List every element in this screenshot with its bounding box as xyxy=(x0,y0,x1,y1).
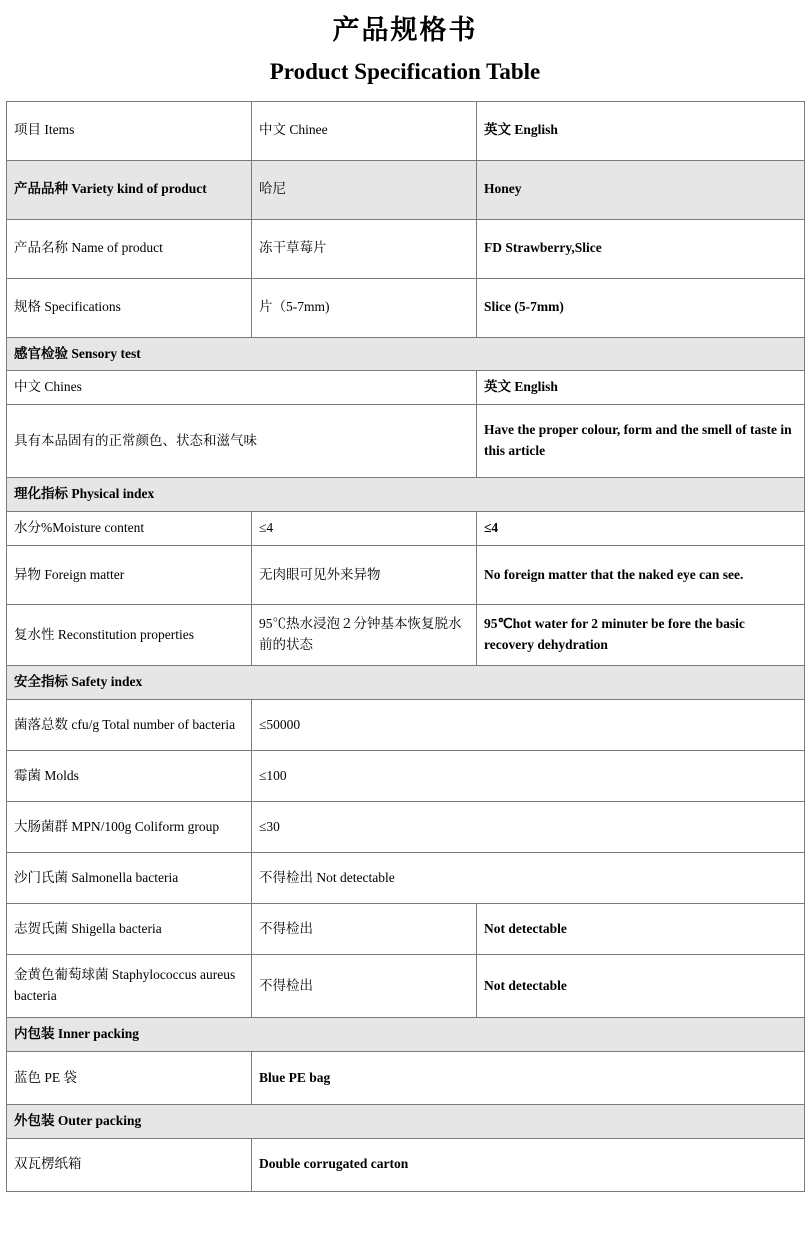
row-cn-specifications: 片（5-7mm) xyxy=(252,278,477,337)
table-section-inner-packing xyxy=(7,1018,805,1052)
section-title-sensory: 感官检验 Sensory test xyxy=(7,337,805,371)
safety-en-staphylococcus: Not detectable xyxy=(477,955,805,1018)
sensory-col-en: 英文 English xyxy=(477,371,805,405)
table-row xyxy=(7,160,805,219)
safety-cn-shigella: 不得检出 xyxy=(252,904,477,955)
table-section-outer-packing xyxy=(7,1105,805,1139)
row-cn-name: 冻干草莓片 xyxy=(252,219,477,278)
table-row xyxy=(7,853,805,904)
row-label-specifications: 规格 Specifications xyxy=(7,278,252,337)
physical-label-foreign: 异物 Foreign matter xyxy=(7,546,252,605)
document-page xyxy=(0,14,810,1234)
section-title-safety: 安全指标 Safety index xyxy=(7,666,805,700)
safety-label-salmonella: 沙门氏菌 Salmonella bacteria xyxy=(7,853,252,904)
table-row xyxy=(7,1138,805,1191)
safety-value-total-bacteria: ≤50000 xyxy=(252,700,805,751)
safety-value-coliform: ≤30 xyxy=(252,802,805,853)
header-cell-chinese: 中文 Chinee xyxy=(252,101,477,160)
safety-label-staphylococcus: 金黄色葡萄球菌 Staphylococcus aureus bacteria xyxy=(7,955,252,1018)
table-row xyxy=(7,405,805,478)
inner-packing-label: 蓝色 PE 袋 xyxy=(7,1052,252,1105)
physical-label-reconstitution: 复水性 Reconstitution properties xyxy=(7,605,252,666)
table-row xyxy=(7,955,805,1018)
outer-packing-label: 双瓦楞纸箱 xyxy=(7,1138,252,1191)
table-row xyxy=(7,605,805,666)
physical-en-moisture: ≤4 xyxy=(477,512,805,546)
sensory-value-cn: 具有本品固有的正常颜色、状态和滋气味 xyxy=(7,405,477,478)
table-row xyxy=(7,802,805,853)
section-title-physical: 理化指标 Physical index xyxy=(7,478,805,512)
row-en-specifications: Slice (5-7mm) xyxy=(477,278,805,337)
safety-label-coliform: 大肠菌群 MPN/100g Coliform group xyxy=(7,802,252,853)
table-row xyxy=(7,700,805,751)
safety-value-salmonella: 不得检出 Not detectable xyxy=(252,853,805,904)
physical-en-foreign: No foreign matter that the naked eye can see. xyxy=(477,546,805,605)
table-row xyxy=(7,219,805,278)
physical-en-reconstitution: 95℃hot water for 2 minuter be fore the basic recovery dehydration xyxy=(477,605,805,666)
safety-label-total-bacteria: 菌落总数 cfu/g Total number of bacteria xyxy=(7,700,252,751)
row-label-variety: 产品品种 Variety kind of product xyxy=(7,160,252,219)
table-row xyxy=(7,904,805,955)
physical-cn-foreign: 无肉眼可见外来异物 xyxy=(252,546,477,605)
section-title-inner-packing: 内包装 Inner packing xyxy=(7,1018,805,1052)
table-row xyxy=(7,751,805,802)
outer-packing-value: Double corrugated carton xyxy=(252,1138,805,1191)
row-label-name: 产品名称 Name of product xyxy=(7,219,252,278)
safety-label-molds: 霉菌 Molds xyxy=(7,751,252,802)
table-row xyxy=(7,512,805,546)
table-row xyxy=(7,371,805,405)
safety-label-shigella: 志贺氏菌 Shigella bacteria xyxy=(7,904,252,955)
sensory-col-cn: 中文 Chines xyxy=(7,371,477,405)
physical-cn-reconstitution: 95℃热水浸泡２分钟基本恢复脱水前的状态 xyxy=(252,605,477,666)
row-en-name: FD Strawberry,Slice xyxy=(477,219,805,278)
table-section-physical xyxy=(7,478,805,512)
page-title-cn: 产品规格书 xyxy=(332,15,478,45)
table-row-header xyxy=(7,101,805,160)
physical-cn-moisture: ≤4 xyxy=(252,512,477,546)
row-cn-variety: 哈尼 xyxy=(252,160,477,219)
safety-cn-staphylococcus: 不得检出 xyxy=(252,955,477,1018)
safety-value-molds: ≤100 xyxy=(252,751,805,802)
physical-label-moisture: 水分%Moisture content xyxy=(7,512,252,546)
table-row xyxy=(7,1052,805,1105)
page-title-en: Product Specification Table xyxy=(269,58,541,84)
header-cell-items: 项目 Items xyxy=(7,101,252,160)
row-en-variety: Honey xyxy=(477,160,805,219)
sensory-value-en: Have the proper colour, form and the smell of taste in this article xyxy=(477,405,805,478)
product-specification-table xyxy=(6,101,805,1192)
section-title-outer-packing: 外包装 Outer packing xyxy=(7,1105,805,1139)
table-section-sensory xyxy=(7,337,805,371)
inner-packing-value: Blue PE bag xyxy=(252,1052,805,1105)
table-row xyxy=(7,278,805,337)
header-cell-english: 英文 English xyxy=(477,101,805,160)
safety-en-shigella: Not detectable xyxy=(477,904,805,955)
table-row xyxy=(7,546,805,605)
table-section-safety xyxy=(7,666,805,700)
